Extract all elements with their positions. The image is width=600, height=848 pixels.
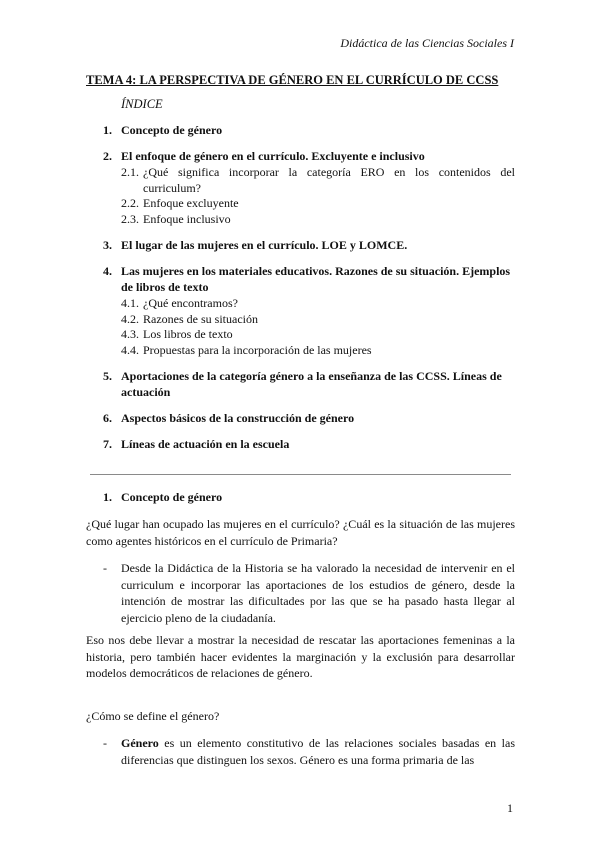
toc-heading <box>103 237 515 253</box>
toc-heading <box>103 148 515 164</box>
toc-heading <box>103 368 515 400</box>
toc-number: 2. <box>103 149 112 163</box>
toc-heading <box>103 410 515 426</box>
bullet-text <box>121 735 515 768</box>
bullet-item-definition <box>103 735 515 768</box>
question-paragraph: ¿Qué lugar han ocupado las mujeres en el currículo? ¿Cuál es la situación de las mujeres como agentes históricos en el currículo de Primaria? <box>86 517 515 548</box>
toc-subitem-number: 4.3. <box>121 327 139 341</box>
definition-text: es un elemento constitutivo de las relaciones sociales basadas en las diferencias que distinguen los sexos. Género es una forma primaria de las <box>121 736 515 767</box>
toc-subitem-number: 2.2. <box>121 196 139 210</box>
toc-item <box>103 122 515 138</box>
toc-subitem-label: Razones de su situación <box>143 311 258 326</box>
toc-subitem-number: 2.1. <box>121 165 139 179</box>
toc-subitem <box>121 165 515 196</box>
running-header: Didáctica de las Ciencias Sociales I <box>340 36 514 50</box>
toc-label: Aspectos básicos de la construcción de género <box>121 411 355 425</box>
section-heading <box>103 489 222 505</box>
toc-number: 6. <box>103 411 112 425</box>
bullet-item <box>103 560 515 626</box>
toc-number: 3. <box>103 238 112 252</box>
body-paragraph: Eso nos debe llevar a mostrar la necesidad de rescatar las aportaciones femeninas a la historia, pero también hacer evidentes la marginación y la exclusión para desarrollar modelos democráticos de relaciones de género. <box>86 633 515 680</box>
toc-number: 7. <box>103 437 112 451</box>
toc-subitem-label: Propuestas para la incorporación de las mujeres <box>143 342 372 357</box>
toc-item <box>103 368 515 400</box>
bullet-dash: - <box>103 736 107 750</box>
toc-subitem <box>121 327 515 343</box>
toc-subitem-number: 4.1. <box>121 296 139 310</box>
toc-subitem <box>121 312 515 328</box>
toc-item <box>103 148 515 227</box>
toc-item <box>103 263 515 358</box>
toc-heading <box>103 263 515 295</box>
question-paragraph-2: ¿Cómo se define el género? <box>86 709 220 723</box>
toc-subitems <box>121 296 515 358</box>
table-of-contents <box>103 122 515 462</box>
toc-subitems <box>121 165 515 227</box>
toc-heading <box>103 122 515 138</box>
toc-number: 4. <box>103 264 112 278</box>
document-title: TEMA 4: LA PERSPECTIVA DE GÉNERO EN EL CURRÍCULO DE CCSS <box>86 73 499 87</box>
toc-subitem-number: 4.4. <box>121 342 139 357</box>
toc-subitem-number: 4.2. <box>121 311 139 326</box>
toc-label: El lugar de las mujeres en el currículo. LOE y LOMCE. <box>121 238 408 252</box>
toc-heading <box>103 436 515 452</box>
defined-term: Género <box>121 736 159 750</box>
toc-label: Aportaciones de la categoría género a la enseñanza de las CCSS. Líneas de actuación <box>121 369 502 399</box>
toc-item <box>103 436 515 452</box>
toc-subitem <box>121 296 515 312</box>
toc-label: Líneas de actuación en la escuela <box>121 437 290 451</box>
toc-subitem-label: ¿Qué encontramos? <box>143 296 238 310</box>
toc-item <box>103 237 515 253</box>
toc-subitem <box>121 212 515 228</box>
toc-label: El enfoque de género en el currículo. Excluyente e inclusivo <box>121 149 425 163</box>
toc-subitem <box>121 196 515 212</box>
toc-subitem <box>121 343 515 359</box>
section-number: 1. <box>103 490 112 504</box>
section-title: Concepto de género <box>121 490 223 504</box>
section-divider <box>90 474 511 475</box>
toc-label: Concepto de género <box>121 123 223 137</box>
bullet-text: Desde la Didáctica de la Historia se ha valorado la necesidad de intervenir en el curriculum e incorporar las aportaciones de los estudios de género, desde la intención de mostrar las dificultades por las que se ha pasado hasta llegar al ejercicio pleno de la ciudadanía. <box>121 561 515 625</box>
bullet-dash: - <box>103 561 107 575</box>
page-number: 1 <box>507 801 513 815</box>
toc-item <box>103 410 515 426</box>
toc-subitem-label: Enfoque inclusivo <box>143 211 231 226</box>
toc-label: Las mujeres en los materiales educativos. Razones de su situación. Ejemplos de libros de texto <box>121 264 511 294</box>
toc-number: 1. <box>103 123 112 137</box>
toc-subitem-label: Los libros de texto <box>143 327 233 341</box>
toc-subitem-label: Enfoque excluyente <box>143 196 239 210</box>
toc-number: 5. <box>103 369 112 383</box>
toc-subitem-number: 2.3. <box>121 211 139 226</box>
index-label: ÍNDICE <box>121 97 163 111</box>
toc-subitem-label: ¿Qué significa incorporar la categoría ERO en los contenidos del curriculum? <box>143 165 515 195</box>
